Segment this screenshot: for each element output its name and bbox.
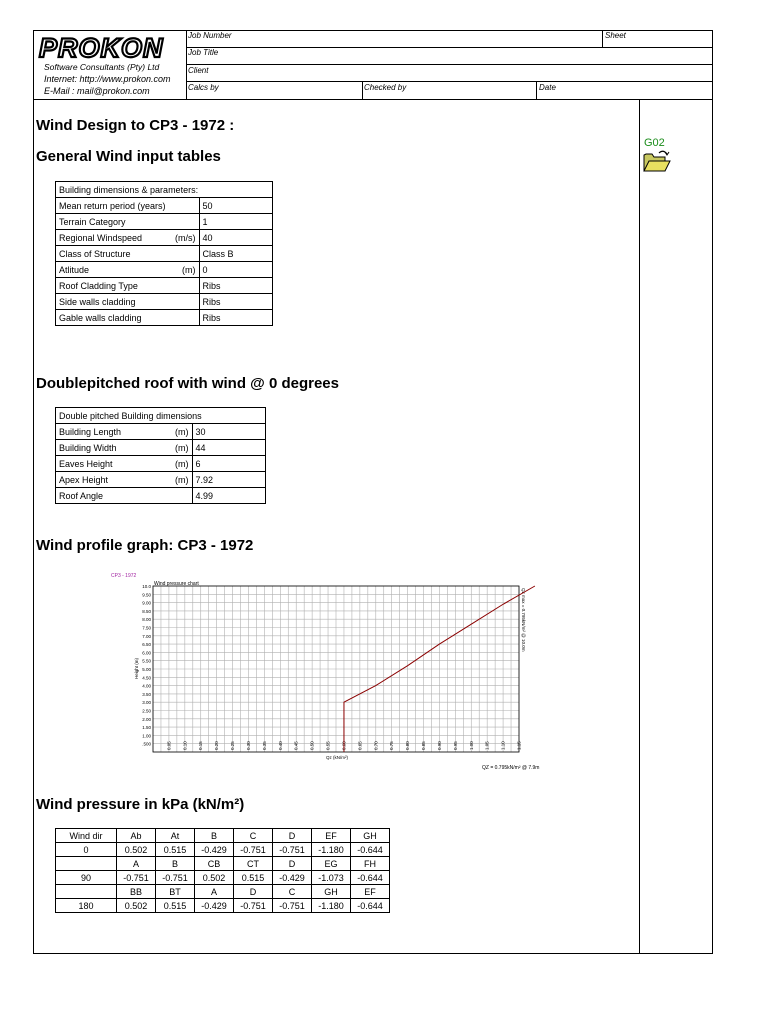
pressure-cell: D [273, 829, 312, 843]
frame-bottom [33, 953, 713, 954]
side-column-divider [639, 99, 640, 954]
section-general-heading: General Wind input tables [36, 148, 221, 165]
date-label: Date [539, 83, 556, 92]
pressure-cell: 0.515 [156, 899, 195, 913]
table-row [56, 198, 273, 214]
y-tick-label: 10.0 [142, 584, 151, 589]
y-tick-label: 7.00 [142, 633, 151, 639]
x-tick-label: 0.80 [405, 741, 411, 750]
x-tick-label: 0.15 [198, 741, 204, 750]
x-tick-label: 0.60 [341, 741, 347, 750]
param-unit [172, 278, 199, 294]
param-unit: (m/s) [172, 230, 199, 246]
y-tick-label: 5.00 [142, 667, 151, 672]
sheet-label: Sheet [605, 31, 626, 40]
param-value: Ribs [199, 294, 272, 310]
pressure-cell: -1.180 [312, 899, 351, 913]
folder-open-icon[interactable] [643, 149, 671, 173]
pressure-cell: 90 [56, 871, 117, 885]
param-label: Apex Height [56, 472, 173, 488]
pressure-cell: BT [156, 885, 195, 899]
param-value: Ribs [199, 310, 272, 326]
pressure-cell: 0.502 [195, 871, 234, 885]
header-row2 [186, 64, 713, 65]
table-caption-row [56, 182, 273, 198]
company-name: Software Consultants (Pty) Ltd [44, 62, 160, 72]
x-tick-label: 0.45 [293, 741, 299, 750]
param-label: Regional Windspeed [56, 230, 173, 246]
pressure-cell: C [234, 829, 273, 843]
table-row [56, 278, 273, 294]
frame-left [33, 30, 34, 954]
table-row [56, 214, 273, 230]
pressure-cell [56, 857, 117, 871]
x-tick-label: 0.20 [214, 741, 220, 750]
header-bottom [33, 99, 713, 100]
param-unit [172, 294, 199, 310]
pressure-cell: EF [351, 885, 390, 899]
x-tick-label: 1.05 [484, 741, 490, 750]
pressure-cell: -0.751 [273, 899, 312, 913]
param-unit [172, 198, 199, 214]
y-tick-label: 8.00 [142, 617, 151, 623]
general-input-table [55, 181, 273, 326]
table-row [56, 899, 390, 913]
param-unit: (m) [172, 440, 192, 456]
pressure-cell: -0.429 [195, 899, 234, 913]
pressure-cell: B [156, 857, 195, 871]
building-dimensions-table [55, 407, 266, 504]
table-row [56, 829, 390, 843]
pressure-cell: -0.644 [351, 843, 390, 857]
pressure-cell: -0.644 [351, 899, 390, 913]
table-row [56, 310, 273, 326]
client-label: Client [188, 66, 209, 75]
x-tick-label: 0.90 [436, 741, 442, 750]
x-tick-label: 1.10 [500, 741, 506, 750]
pressure-cell: -0.644 [351, 871, 390, 885]
table-row [56, 230, 273, 246]
date-divider [536, 81, 537, 100]
table-row [56, 488, 266, 504]
param-value: Ribs [199, 278, 272, 294]
frame-right [712, 30, 713, 954]
pressure-cell: 0 [56, 843, 117, 857]
param-value: 0 [199, 262, 272, 278]
x-tick-label: 1.00 [468, 741, 474, 750]
x-tick-label: 0.65 [357, 741, 363, 750]
x-tick-label: 0.95 [452, 741, 458, 750]
param-label: Roof Angle [56, 488, 173, 504]
pressure-cell: Ab [117, 829, 156, 843]
table-row [56, 246, 273, 262]
param-value: 44 [192, 440, 265, 456]
y-tick-label: 5.50 [142, 658, 151, 664]
param-label: Building Length [56, 424, 173, 440]
pressure-cell: C [273, 885, 312, 899]
pressure-cell [56, 885, 117, 899]
table-row [56, 424, 266, 440]
table-caption-row [56, 408, 266, 424]
sheet-divider [602, 30, 603, 47]
x-tick-label: 0.05 [166, 741, 172, 750]
y-tick-label: .500 [142, 741, 151, 747]
pressure-cell: -0.751 [273, 843, 312, 857]
header-row3 [186, 81, 713, 82]
chart-title: Wind pressure chart [154, 581, 199, 587]
pressure-cell: A [117, 857, 156, 871]
param-label: Eaves Height [56, 456, 173, 472]
y-tick-label: 6.50 [142, 642, 151, 648]
y-axis-label: Height (m) [134, 657, 139, 679]
header-row1 [186, 47, 713, 48]
x-tick-label: 0.55 [325, 741, 331, 750]
param-unit [172, 310, 199, 326]
y-tick-label: 3.00 [142, 700, 151, 706]
pressure-cell: D [273, 857, 312, 871]
g02-label: G02 [644, 137, 665, 149]
checked-by-label: Checked by [364, 83, 407, 92]
param-value: 4.99 [192, 488, 265, 504]
dims-table-caption: Double pitched Building dimensions [56, 408, 266, 424]
pressure-cell: At [156, 829, 195, 843]
pressure-cell: -0.751 [117, 871, 156, 885]
y-tick-label: 9.50 [142, 592, 151, 598]
table-row [56, 871, 390, 885]
table-row [56, 294, 273, 310]
pressure-cell: CB [195, 857, 234, 871]
x-tick-label: 0.25 [230, 741, 236, 750]
param-unit: (m) [172, 262, 199, 278]
param-label: Class of Structure [56, 246, 173, 262]
pressure-cell: -0.429 [273, 871, 312, 885]
pressure-cell: 180 [56, 899, 117, 913]
x-tick-label: 1.15 [516, 741, 522, 750]
x-axis-label: Qz (kN/m²) [326, 755, 348, 760]
x-tick-label: 0.50 [309, 741, 315, 750]
param-value: 30 [192, 424, 265, 440]
logo-text: PROKON [39, 33, 164, 61]
pressure-cell: B [195, 829, 234, 843]
section-wind-pressure-heading: Wind pressure in kPa (kN/m²) [36, 796, 245, 813]
pressure-cell: -0.751 [234, 843, 273, 857]
param-value: Class B [199, 246, 272, 262]
table-row [56, 843, 390, 857]
pressure-cell: CT [234, 857, 273, 871]
pressure-cell: -0.751 [156, 871, 195, 885]
param-unit [172, 214, 199, 230]
table-row [56, 440, 266, 456]
wind-profile-chart-svg [105, 568, 555, 776]
param-label: Roof Cladding Type [56, 278, 173, 294]
param-value: 6 [192, 456, 265, 472]
pressure-cell: EG [312, 857, 351, 871]
chart-header-label: CP3 - 1972 [111, 573, 137, 579]
x-tick-label: 0.30 [245, 741, 251, 750]
y-tick-label: 1.50 [142, 725, 151, 731]
param-unit [172, 488, 192, 504]
pressure-cell: GH [351, 829, 390, 843]
table-row [56, 472, 266, 488]
section-doublepitched-heading: Doublepitched roof with wind @ 0 degrees [36, 375, 339, 392]
wind-profile-chart [105, 568, 555, 776]
calcs-by-label: Calcs by [188, 83, 219, 92]
y-tick-label: 4.00 [142, 683, 151, 689]
param-label: Gable walls cladding [56, 310, 173, 326]
section-wind-profile-heading: Wind profile graph: CP3 - 1972 [36, 537, 254, 554]
pressure-cell: Wind dir [56, 829, 117, 843]
y-tick-label: 6.00 [142, 650, 151, 656]
pressure-cell: BB [117, 885, 156, 899]
y-tick-label: 2.50 [142, 708, 151, 714]
pressure-cell: GH [312, 885, 351, 899]
page-title: Wind Design to CP3 - 1972 : [36, 117, 235, 134]
pressure-cell: EF [312, 829, 351, 843]
pressure-cell: A [195, 885, 234, 899]
param-value: 50 [199, 198, 272, 214]
param-label: Side walls cladding [56, 294, 173, 310]
job-title-label: Job Title [188, 48, 219, 57]
y-tick-label: 7.50 [142, 625, 151, 631]
wind-pressure-table [55, 828, 390, 913]
table-row [56, 885, 390, 899]
y-tick-label: 1.00 [142, 733, 151, 739]
param-label: Atlitude [56, 262, 173, 278]
param-unit: (m) [172, 456, 192, 472]
param-value: 40 [199, 230, 272, 246]
x-tick-label: 0.70 [373, 741, 379, 750]
param-value: 1 [199, 214, 272, 230]
y-tick-label: 4.50 [142, 675, 151, 681]
chart-footer-note: QZ = 0.795kN/m² @ 7.9m [482, 765, 540, 771]
pressure-cell: -0.429 [195, 843, 234, 857]
param-unit [172, 246, 199, 262]
x-tick-label: 0.75 [389, 741, 395, 750]
pressure-cell: 0.515 [234, 871, 273, 885]
y-tick-label: 9.00 [142, 600, 151, 606]
param-label: Mean return period (years) [56, 198, 173, 214]
param-label: Terrain Category [56, 214, 173, 230]
general-table-caption: Building dimensions & parameters: [56, 182, 273, 198]
param-unit: (m) [172, 472, 192, 488]
pressure-cell: 0.502 [117, 899, 156, 913]
y-tick-label: 8.50 [142, 608, 151, 614]
pressure-cell: -1.180 [312, 843, 351, 857]
header-divider-v [186, 30, 187, 100]
right-axis-label: Qz max = 0.795kN/m² @ 10.0m [521, 588, 526, 652]
x-tick-label: 0.85 [421, 741, 427, 750]
email-line: E-Mail : mail@prokon.com [44, 86, 150, 96]
y-tick-label: 2.00 [142, 716, 151, 722]
param-label: Building Width [56, 440, 173, 456]
table-row [56, 456, 266, 472]
param-unit: (m) [172, 424, 192, 440]
x-tick-label: 0.35 [261, 741, 267, 750]
pressure-cell: 0.502 [117, 843, 156, 857]
pressure-cell: -1.073 [312, 871, 351, 885]
table-row [56, 857, 390, 871]
pressure-cell: FH [351, 857, 390, 871]
job-number-label: Job Number [188, 31, 232, 40]
x-tick-label: 0.40 [277, 741, 283, 750]
table-row [56, 262, 273, 278]
checked-divider [362, 81, 363, 100]
prokon-logo [37, 31, 185, 61]
pressure-cell: 0.515 [156, 843, 195, 857]
pressure-cell: -0.751 [234, 899, 273, 913]
x-tick-label: 0.10 [182, 741, 188, 750]
y-tick-label: 3.50 [142, 691, 151, 697]
pressure-cell: D [234, 885, 273, 899]
param-value: 7.92 [192, 472, 265, 488]
internet-line: Internet: http://www.prokon.com [44, 74, 171, 84]
